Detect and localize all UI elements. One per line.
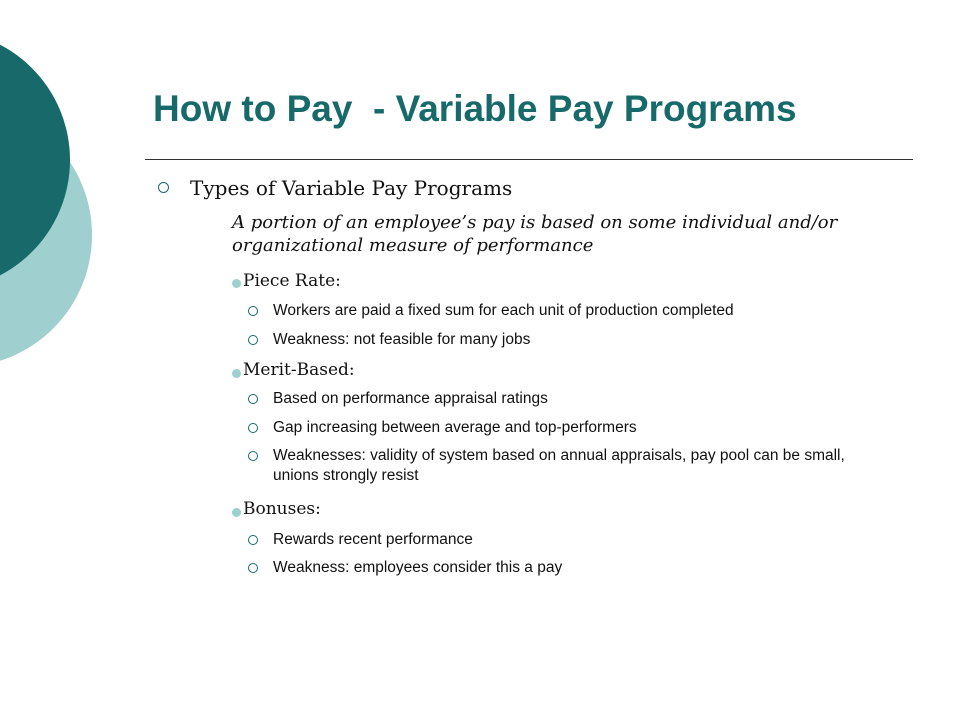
ring-bullet-icon (248, 394, 258, 404)
title-divider (145, 159, 913, 160)
section-label-merit-based: Merit-Based: (243, 360, 355, 380)
ring-bullet-icon (248, 306, 258, 316)
description-text: A portion of an employee’s pay is based on some individual and/or organizational measure of performance (232, 212, 838, 256)
ring-bullet-icon (248, 535, 258, 545)
slide-title: How to Pay - Variable Pay Programs (153, 88, 797, 129)
list-item: Weakness: not feasible for many jobs (273, 331, 531, 348)
dot-bullet-icon (232, 369, 241, 378)
list-item: Based on performance appraisal ratings (273, 390, 548, 407)
ring-bullet-icon (248, 451, 258, 461)
list-item: Rewards recent performance (273, 531, 473, 548)
section-label-bonuses: Bonuses: (243, 499, 321, 519)
decorative-circles (0, 0, 200, 400)
ring-bullet-icon (158, 182, 169, 193)
list-item: Workers are paid a fixed sum for each unit of production completed (273, 302, 734, 319)
dot-bullet-icon (232, 279, 241, 288)
main-heading: Types of Variable Pay Programs (190, 176, 513, 200)
list-item: Weaknesses: validity of system based on annual appraisals, pay pool can be small, unions strongly resist (273, 447, 845, 484)
dot-bullet-icon (232, 508, 241, 517)
ring-bullet-icon (248, 335, 258, 345)
ring-bullet-icon (248, 423, 258, 433)
ring-bullet-icon (248, 563, 258, 573)
section-label-piece-rate: Piece Rate: (243, 271, 341, 291)
list-item: Weakness: employees consider this a pay (273, 559, 563, 576)
list-item: Gap increasing between average and top-performers (273, 419, 637, 436)
